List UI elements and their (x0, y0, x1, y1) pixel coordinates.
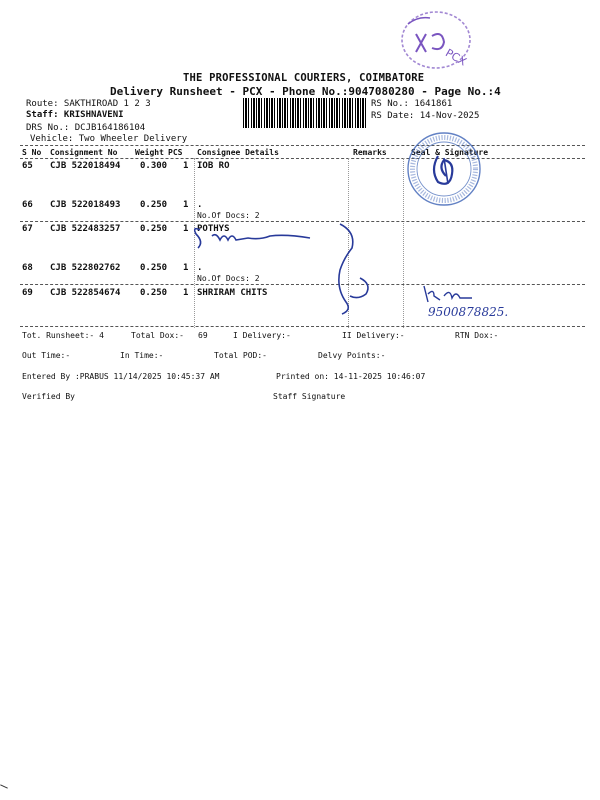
row-pcs: 1 (183, 263, 189, 273)
table-bottom-rule (20, 326, 585, 327)
row-consignee: IOB RO (197, 161, 230, 171)
row-sno: 65 (22, 161, 33, 171)
total-pod: Total POD:- (214, 351, 267, 360)
row-sno: 66 (22, 200, 33, 210)
verified-by: Verified By (22, 392, 75, 401)
row-consignee: . (197, 200, 203, 210)
staff-signature-label: Staff Signature (273, 392, 346, 401)
route-info: Route: SAKTHIROAD 1 2 3 (26, 99, 151, 109)
row-weight: 0.300 (140, 161, 168, 171)
row-pcs: 1 (183, 200, 189, 210)
row-sno: 69 (22, 288, 33, 298)
row-consignment: CJB 522018493 (50, 200, 121, 210)
row-consignee: . (197, 263, 203, 273)
company-seal (400, 128, 488, 210)
rs-date: RS Date: 14-Nov-2025 (371, 111, 480, 121)
total-dox-label: Total Dox:- (131, 331, 184, 340)
row-weight: 0.250 (140, 288, 168, 298)
rtn-dox: RTN Dox:- (455, 331, 499, 340)
row-sno: 67 (22, 224, 33, 234)
i-delivery: I Delivery:- (233, 331, 291, 340)
col-seal: Seal & Signature (411, 148, 489, 157)
tot-runsheet: Tot. Runsheet:- 4 (22, 331, 104, 340)
col-consignment: Consignment No (50, 148, 118, 157)
row-consignment: CJB 522854674 (50, 288, 121, 298)
printed-on: Printed on: 14-11-2025 10:46:07 (276, 372, 426, 381)
table-top-rule (20, 145, 585, 146)
row-consignee: SHRIRAM CHITS (197, 288, 268, 298)
col-pcs: PCS (168, 148, 183, 157)
vehicle-info: Vehicle: Two Wheeler Delivery (30, 134, 188, 144)
out-time: Out Time:- (22, 351, 71, 360)
scan-mark (0, 784, 8, 788)
row-docs: No.Of Docs: 2 (197, 274, 260, 283)
staff-info: Staff: KRISHNAVENI (26, 110, 124, 120)
handwritten-signature (190, 218, 380, 318)
col-weight: Weight (135, 148, 164, 157)
col-remarks: Remarks (353, 148, 387, 157)
ii-delivery: II Delivery:- (342, 331, 405, 340)
drs-info: DRS No.: DCJB164186104 (26, 123, 146, 133)
row-pcs: 1 (183, 161, 189, 171)
runsheet-title: Delivery Runsheet - PCX - Phone No.:9047080280 - Page No.:4 (110, 85, 501, 98)
corner-stamp-text: PCX (443, 46, 469, 69)
table-header-rule (20, 158, 585, 159)
row-docs: No.Of Docs: 2 (197, 211, 260, 220)
col-sno: S No (22, 148, 42, 157)
row-consignment: CJB 522483257 (50, 224, 121, 234)
row-weight: 0.250 (140, 224, 168, 234)
total-dox-value: 69 (198, 331, 208, 340)
col-consignee: Consignee Details (197, 148, 279, 157)
company-name: THE PROFESSIONAL COURIERS, COIMBATORE (183, 72, 425, 84)
row-sno: 68 (22, 263, 33, 273)
delvy-points: Delvy Points:- (318, 351, 386, 360)
barcode (243, 98, 366, 128)
row-consignee: POTHYS (197, 224, 230, 234)
row-consignment: CJB 522802762 (50, 263, 121, 273)
entered-by: Entered By :PRABUS 11/14/2025 10:45:37 AM (22, 372, 220, 381)
row-weight: 0.250 (140, 263, 168, 273)
row-weight: 0.250 (140, 200, 168, 210)
rs-number: RS No.: 1641861 (371, 99, 453, 109)
row-consignment: CJB 522018494 (50, 161, 121, 171)
receiver-signature (420, 282, 480, 306)
receiver-phone: 9500878825. (428, 305, 509, 319)
row-pcs: 1 (183, 224, 189, 234)
in-time: In Time:- (120, 351, 164, 360)
corner-stamp (396, 6, 476, 76)
row-pcs: 1 (183, 288, 189, 298)
